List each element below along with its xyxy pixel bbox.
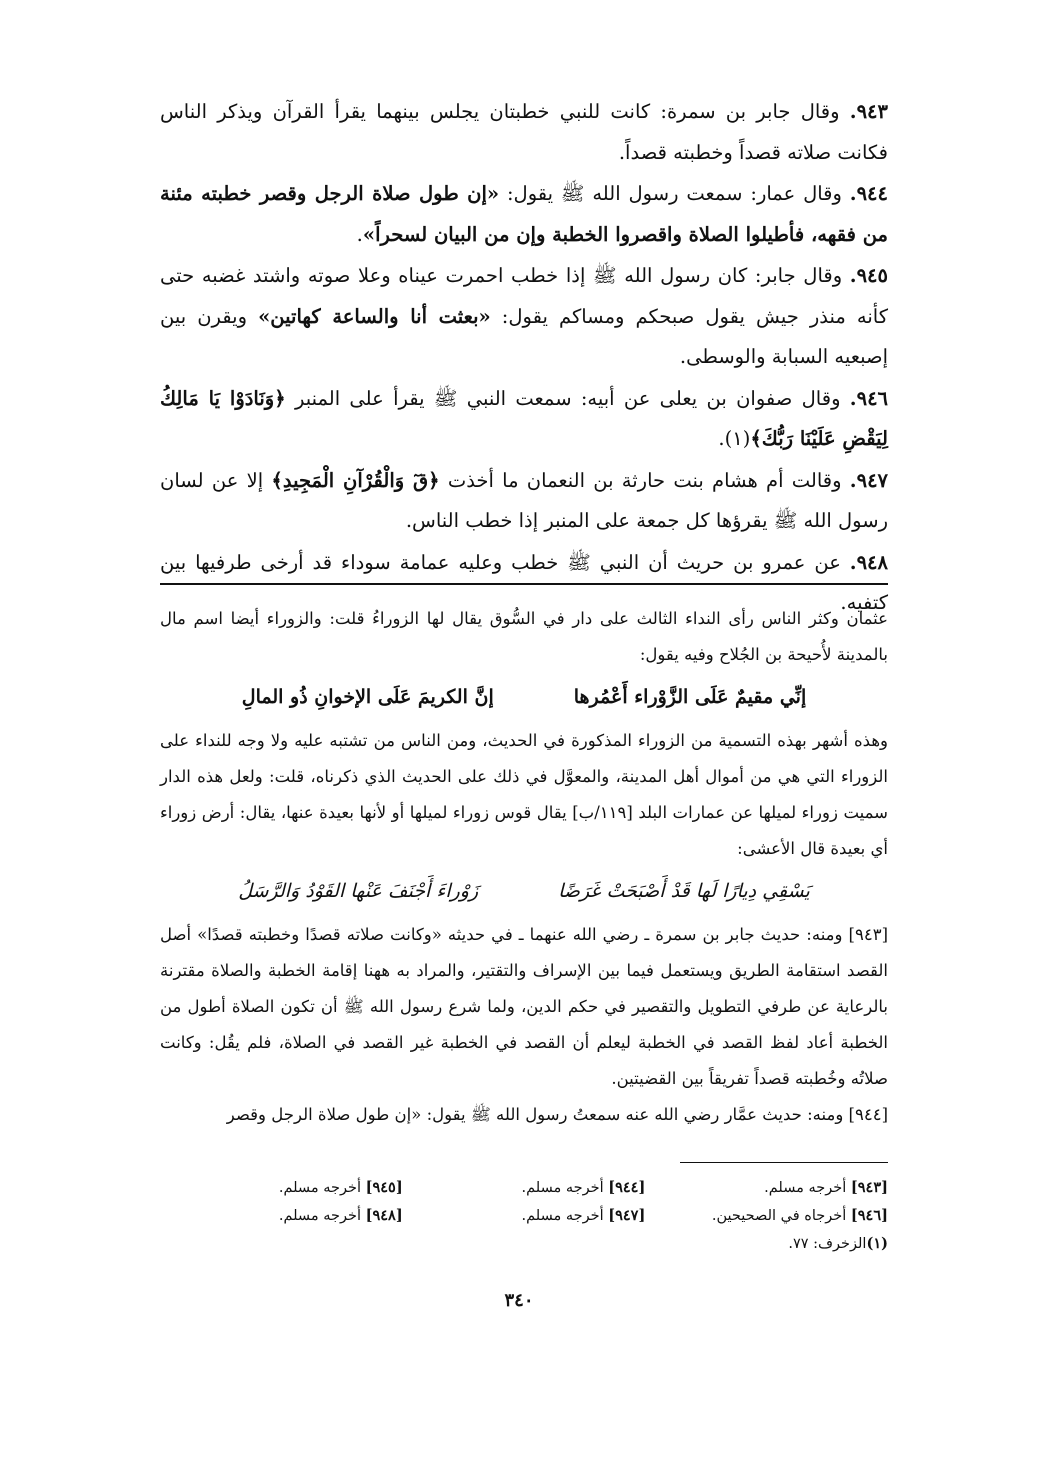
main-divider	[160, 583, 888, 585]
commentary-paragraph: [٩٤٣] ومنه: حديث جابر بن سمرة ـ رضي الله عنهما ـ في حديثه «وكانت صلاته قصدًا وخطبته قصدًا» أصل القصد استقامة الطريق ويستعمل فيما بين الإسراف والتقتير، والمراد به ههنا إقامة الخطبة والصلاة مقترنة بالرعاية عن طرفي التطويل والتقصير في حكم الدين، ولما شرع رسول الله ﷺ أن تكون الصلاة أطول من الخطبة أعاد لفظ القصد في الخطبة ليعلم أن القصد في الخطبة غير القصد في الصلاة، فلم يقُل: وكانت صلاتُه وخُطبته قصداً تفريقاً بين القضيتين.	[160, 925, 888, 1088]
footnote-text: أخرجه مسلم.	[278, 1180, 366, 1196]
footnote-number: [٩٤٨]	[365, 1207, 403, 1224]
footnote-number: [٩٤٦]	[850, 1207, 888, 1224]
hadith-after: (١).	[718, 427, 751, 450]
hadith-body: وقال جابر بن سمرة: كانت للنبي خطبتان يجلس بينهما يقرأ القرآن ويذكر الناس فكانت صلاته قصداً وخطبته قصداً.	[160, 100, 888, 164]
hadith-943	[160, 92, 888, 173]
hadith-number: ٩٤٥.	[849, 264, 888, 287]
hadith-number: ٩٤٧.	[849, 468, 889, 492]
hadith-944	[160, 174, 888, 255]
footnote-divider	[680, 1162, 888, 1163]
footnote-row	[160, 1174, 888, 1202]
hadith-after: ويقرن بين إصبعيه السبابة والوسطى.	[160, 304, 888, 368]
hadith-quote: «بعثت أنا والساعة كهاتين»	[258, 304, 491, 328]
hadith-body: عن عمرو بن حريث أن النبي ﷺ خطب وعليه عمامة سوداء قد أرخى طرفيها بين كتفيه.	[160, 550, 888, 614]
footnote-text: أخرجاه في الصحيحين.	[711, 1208, 851, 1224]
verse-hemistich-1: يَسْقِي دِيارًا لَها قَدْ أَصْبَحَتْ غَرَضًا	[558, 880, 810, 902]
footnotes	[160, 1174, 888, 1258]
footnote-row	[160, 1230, 888, 1258]
footnote-item	[645, 1202, 888, 1230]
footnote-item	[645, 1174, 888, 1202]
hadith-number: ٩٤٤.	[849, 182, 888, 205]
footnote-item	[403, 1174, 646, 1202]
hadith-quote: «إن طول صلاة الرجل وقصر خطبته مئنة من فقهه، فأطيلوا الصلاة واقصروا الخطبة وإن من البيان لسحراً»	[160, 182, 888, 246]
verse-hemistich-2: زَوْراءَ أَجْنَفَ عَنْها القَوْدُ وَالرَّسَلُ	[238, 880, 479, 902]
commentary-paragraph: [٩٤٤] ومنه: حديث عمَّار رضي الله عنه سمعتُ رسول الله ﷺ يقول: «إن طول صلاة الرجل وقصر	[226, 1105, 888, 1124]
verse-line	[160, 675, 888, 719]
footnote-item	[160, 1174, 403, 1202]
footnote-item	[160, 1202, 403, 1230]
verse-line	[160, 869, 888, 913]
footnote-number: [٩٤٤]	[608, 1179, 646, 1196]
footnote-text: الزخرف: ٧٧.	[788, 1236, 867, 1252]
hadith-quote: ﴿وَنَادَوْا يَا مَالِكُ لِيَقْضِ عَلَيْنَا رَبُّكَ﴾	[160, 386, 888, 450]
footnote-text: أخرجه مسلم.	[521, 1208, 609, 1224]
hadith-number: ٩٤٣.	[849, 100, 888, 123]
hadith-number: ٩٤٦.	[849, 386, 889, 410]
verse-hemistich-2: إنَّ الكريمَ عَلَى الإخوانِ ذُو المالِ	[241, 686, 494, 708]
hadith-body: وقال صفوان بن يعلى عن أبيه: سمعت النبي ﷺ يقرأ على المنبر	[285, 386, 850, 410]
footnote-item	[403, 1202, 646, 1230]
footnote-number: (١)	[866, 1235, 888, 1252]
hadith-body: وقال عمار: سمعت رسول الله ﷺ يقول:	[499, 182, 850, 205]
quran-footnote	[788, 1230, 888, 1258]
hadith-text	[160, 92, 888, 624]
commentary-paragraph: عثمان وكثر الناس رأى النداء الثالث على دار في السُّوق يقال لها الزوراءُ قلت: والزوراء أيضا اسم مال بالمدينة لأُحيحة بن الجُلاح وفيه يقول:	[160, 609, 888, 664]
hadith-after: إلا عن لسان رسول الله ﷺ يقرؤها كل جمعة على المنبر إذا خطب الناس.	[160, 468, 888, 532]
hadith-after: .	[356, 222, 363, 246]
footnote-text: أخرجه مسلم.	[521, 1180, 609, 1196]
commentary	[160, 601, 888, 1133]
footnote-text: أخرجه مسلم.	[764, 1180, 851, 1196]
commentary-paragraph: وهذه أشهر بهذه التسمية من الزوراء المذكورة في الحديث، ومن الناس من تشتبه عليه ولا وجه للنداء على الزوراء التي هي من أموال أهل المدينة، والمعوَّل في ذلك على الحديث الذي ذكرناه، قلت: ولعل هذه الدار سميت زوراء لميلها عن عمارات البلد [١١٩/ب] يقال قوس زوراء لميلها أو لأنها بعيدة عنها، يقال: أرض زوراء أي بعيدة قال الأعشى:	[160, 731, 888, 858]
footnote-number: [٩٤٥]	[365, 1179, 403, 1196]
hadith-number: ٩٤٨.	[849, 550, 888, 574]
verse-hemistich-1: إنِّي مقيمٌ عَلَى الزَّوْراء أَعْمُرها	[573, 686, 807, 708]
footnote-text: أخرجه مسلم.	[278, 1208, 366, 1224]
footnote-number: [٩٤٧]	[608, 1207, 646, 1224]
hadith-947	[160, 461, 888, 542]
hadith-945	[160, 256, 888, 378]
page-number: ٣٤٠	[504, 1290, 534, 1311]
hadith-body: وقالت أم هشام بنت حارثة بن النعمان ما أخذت	[439, 468, 850, 492]
hadith-body: وقال جابر: كان رسول الله ﷺ إذا خطب احمرت عيناه وعلا صوته واشتد غضبه حتى كأنه منذر جيش يقول صبحكم ومساكم يقول:	[160, 264, 889, 328]
hadith-946	[160, 379, 888, 460]
hadith-quote: ﴿قٓ وَالْقُرْآنِ الْمَجِيدِ﴾	[271, 468, 440, 492]
footnote-row	[160, 1202, 888, 1230]
footnote-number: [٩٤٣]	[850, 1179, 888, 1196]
